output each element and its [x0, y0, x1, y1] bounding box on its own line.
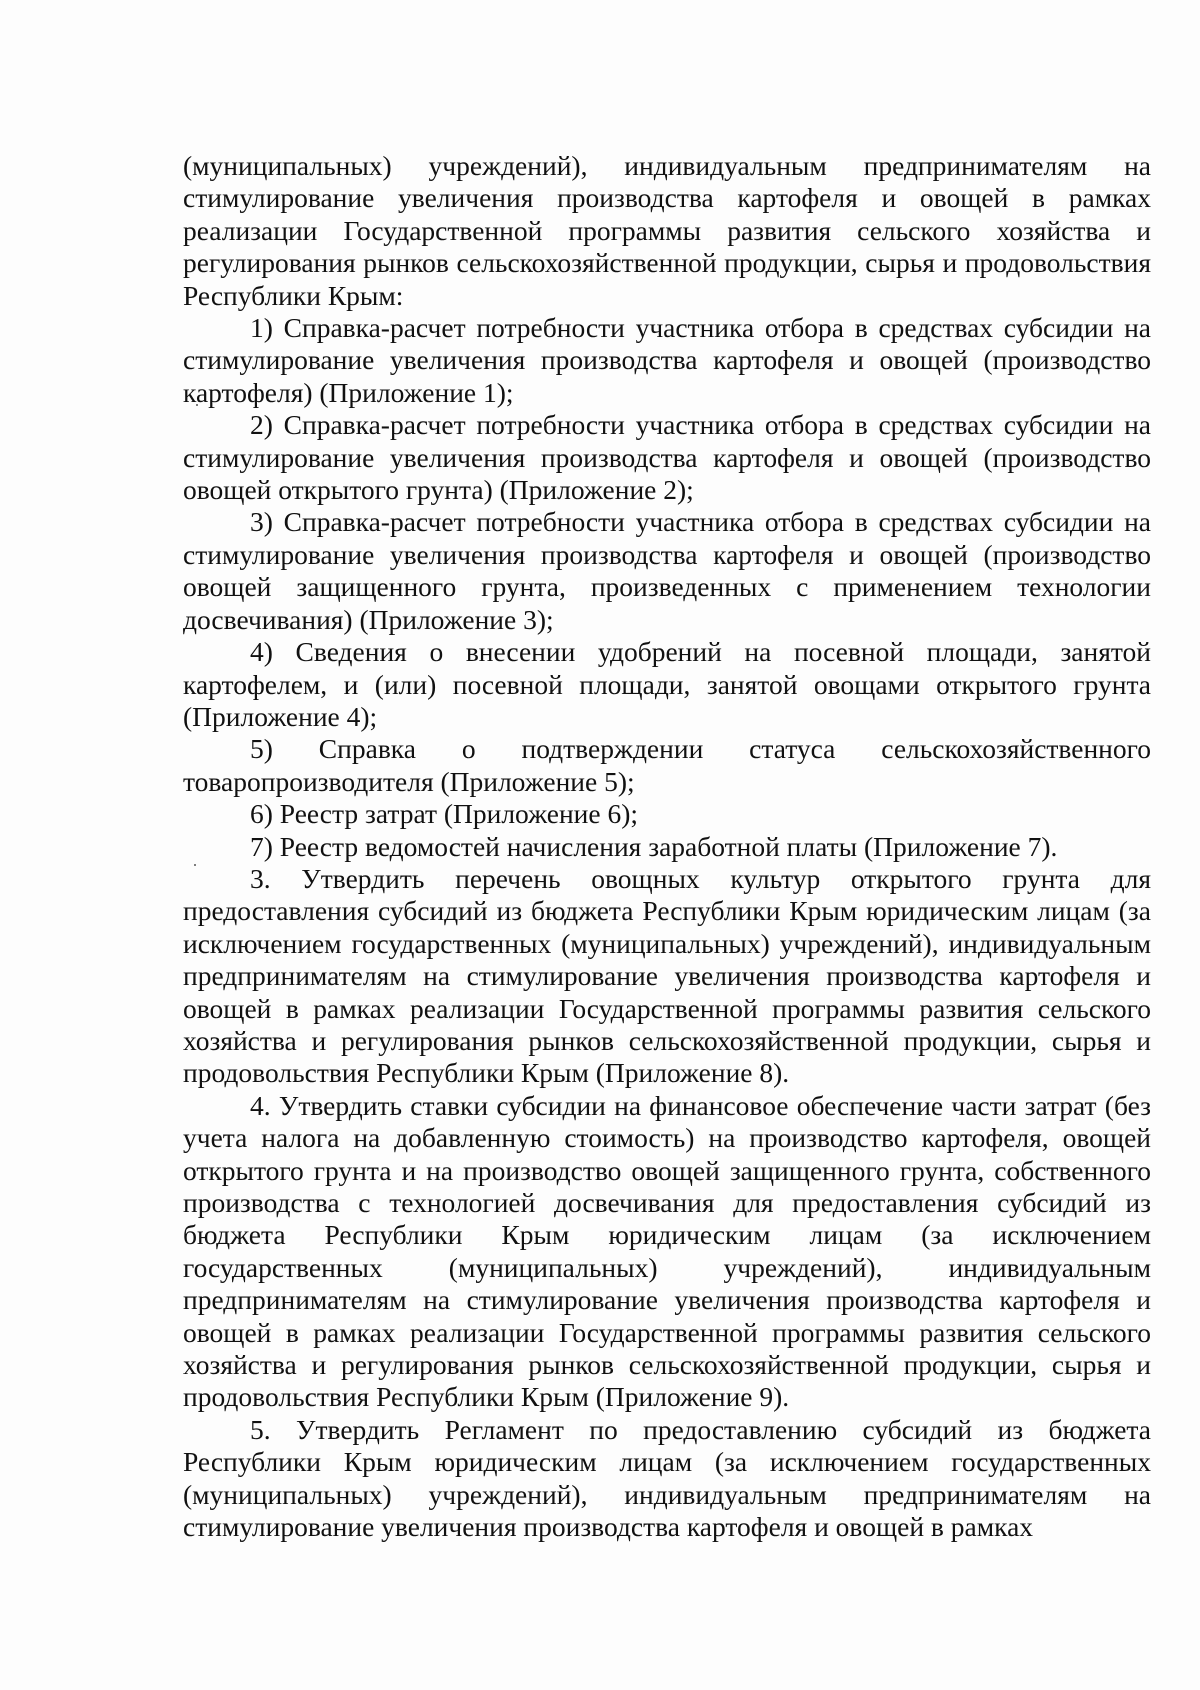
list-item-2: 2) Справка-расчет потребности участника отбора в средствах субсидии на стимулирование увеличения производства картофеля и овощей (производство овощей открытого грунта) (Приложение 2);: [183, 409, 1151, 506]
list-item-4: 4) Сведения о внесении удобрений на посевной площади, занятой картофелем, и (или) посевной площади, занятой овощами открытого грунта (Приложение 4);: [183, 636, 1151, 732]
list-item-6: 6) Реестр затрат (Приложение 6);: [250, 798, 639, 830]
paragraph-intro-continuation: (муниципальных) учреждений), индивидуальным предпринимателям на стимулирование увеличения производства картофеля и овощей в рамках реализации Государственной программы развития сельского хозяйства и регулирования рынков сельскохозяйственной продукции, сырья и продовольствия Республики Крым:: [183, 150, 1151, 311]
list-item-3: 3) Справка-расчет потребности участника отбора в средствах субсидии на стимулирование увеличения производства картофеля и овощей (производство овощей защищенного грунта, произведенных с применением технологии досвечивания) (Приложение 3);: [183, 506, 1151, 635]
clause-5: 5. Утвердить Регламент по предоставлению субсидий из бюджета Республики Крым юридическим лицам (за исключением государственных (муниципальных) учреждений), индивидуальным предпринимателям на стимулирование увеличения производства картофеля и овощей в рамках: [183, 1413, 1151, 1543]
clause-3: 3. Утвердить перечень овощных культур открытого грунта для предоставления субсидий из бюджета Республики Крым юридическим лицам (за исключением государственных (муниципальных) учреждений), индивидуальным предпринимателям на стимулирование увеличения производства картофеля и овощей в рамках реализации Государственной программы развития сельского хозяйства и регулирования рынков сельскохозяйственной продукции, сырья и продовольствия Республики Крым (Приложение 8).: [183, 862, 1151, 1089]
list-item-7: 7) Реестр ведомостей начисления заработной платы (Приложение 7).: [250, 830, 1058, 862]
clause-4: 4. Утвердить ставки субсидии на финансовое обеспечение части затрат (без учета налога на добавленную стоимость) на производство картофеля, овощей открытого грунта и на производство овощей защищенного грунта, собственного производства с технологией досвечивания для предоставления субсидий из бюджета Республики Крым юридическим лицам (за исключением государственных (муниципальных) учреждений), индивидуальным предпринимателям на стимулирование увеличения производства картофеля и овощей в рамках реализации Государственной программы развития сельского хозяйства и регулирования рынков сельскохозяйственной продукции, сырья и продовольствия Республики Крым (Приложение 9).: [183, 1089, 1151, 1413]
list-item-5: 5) Справка о подтверждении статуса сельскохозяйственного товаропроизводителя (Приложение 5);: [183, 733, 1151, 797]
list-item-1: 1) Справка-расчет потребности участника отбора в средствах субсидии на стимулирование увеличения производства картофеля и овощей (производство картофеля) (Приложение 1);: [183, 312, 1151, 408]
document-body: [183, 150, 1151, 1543]
